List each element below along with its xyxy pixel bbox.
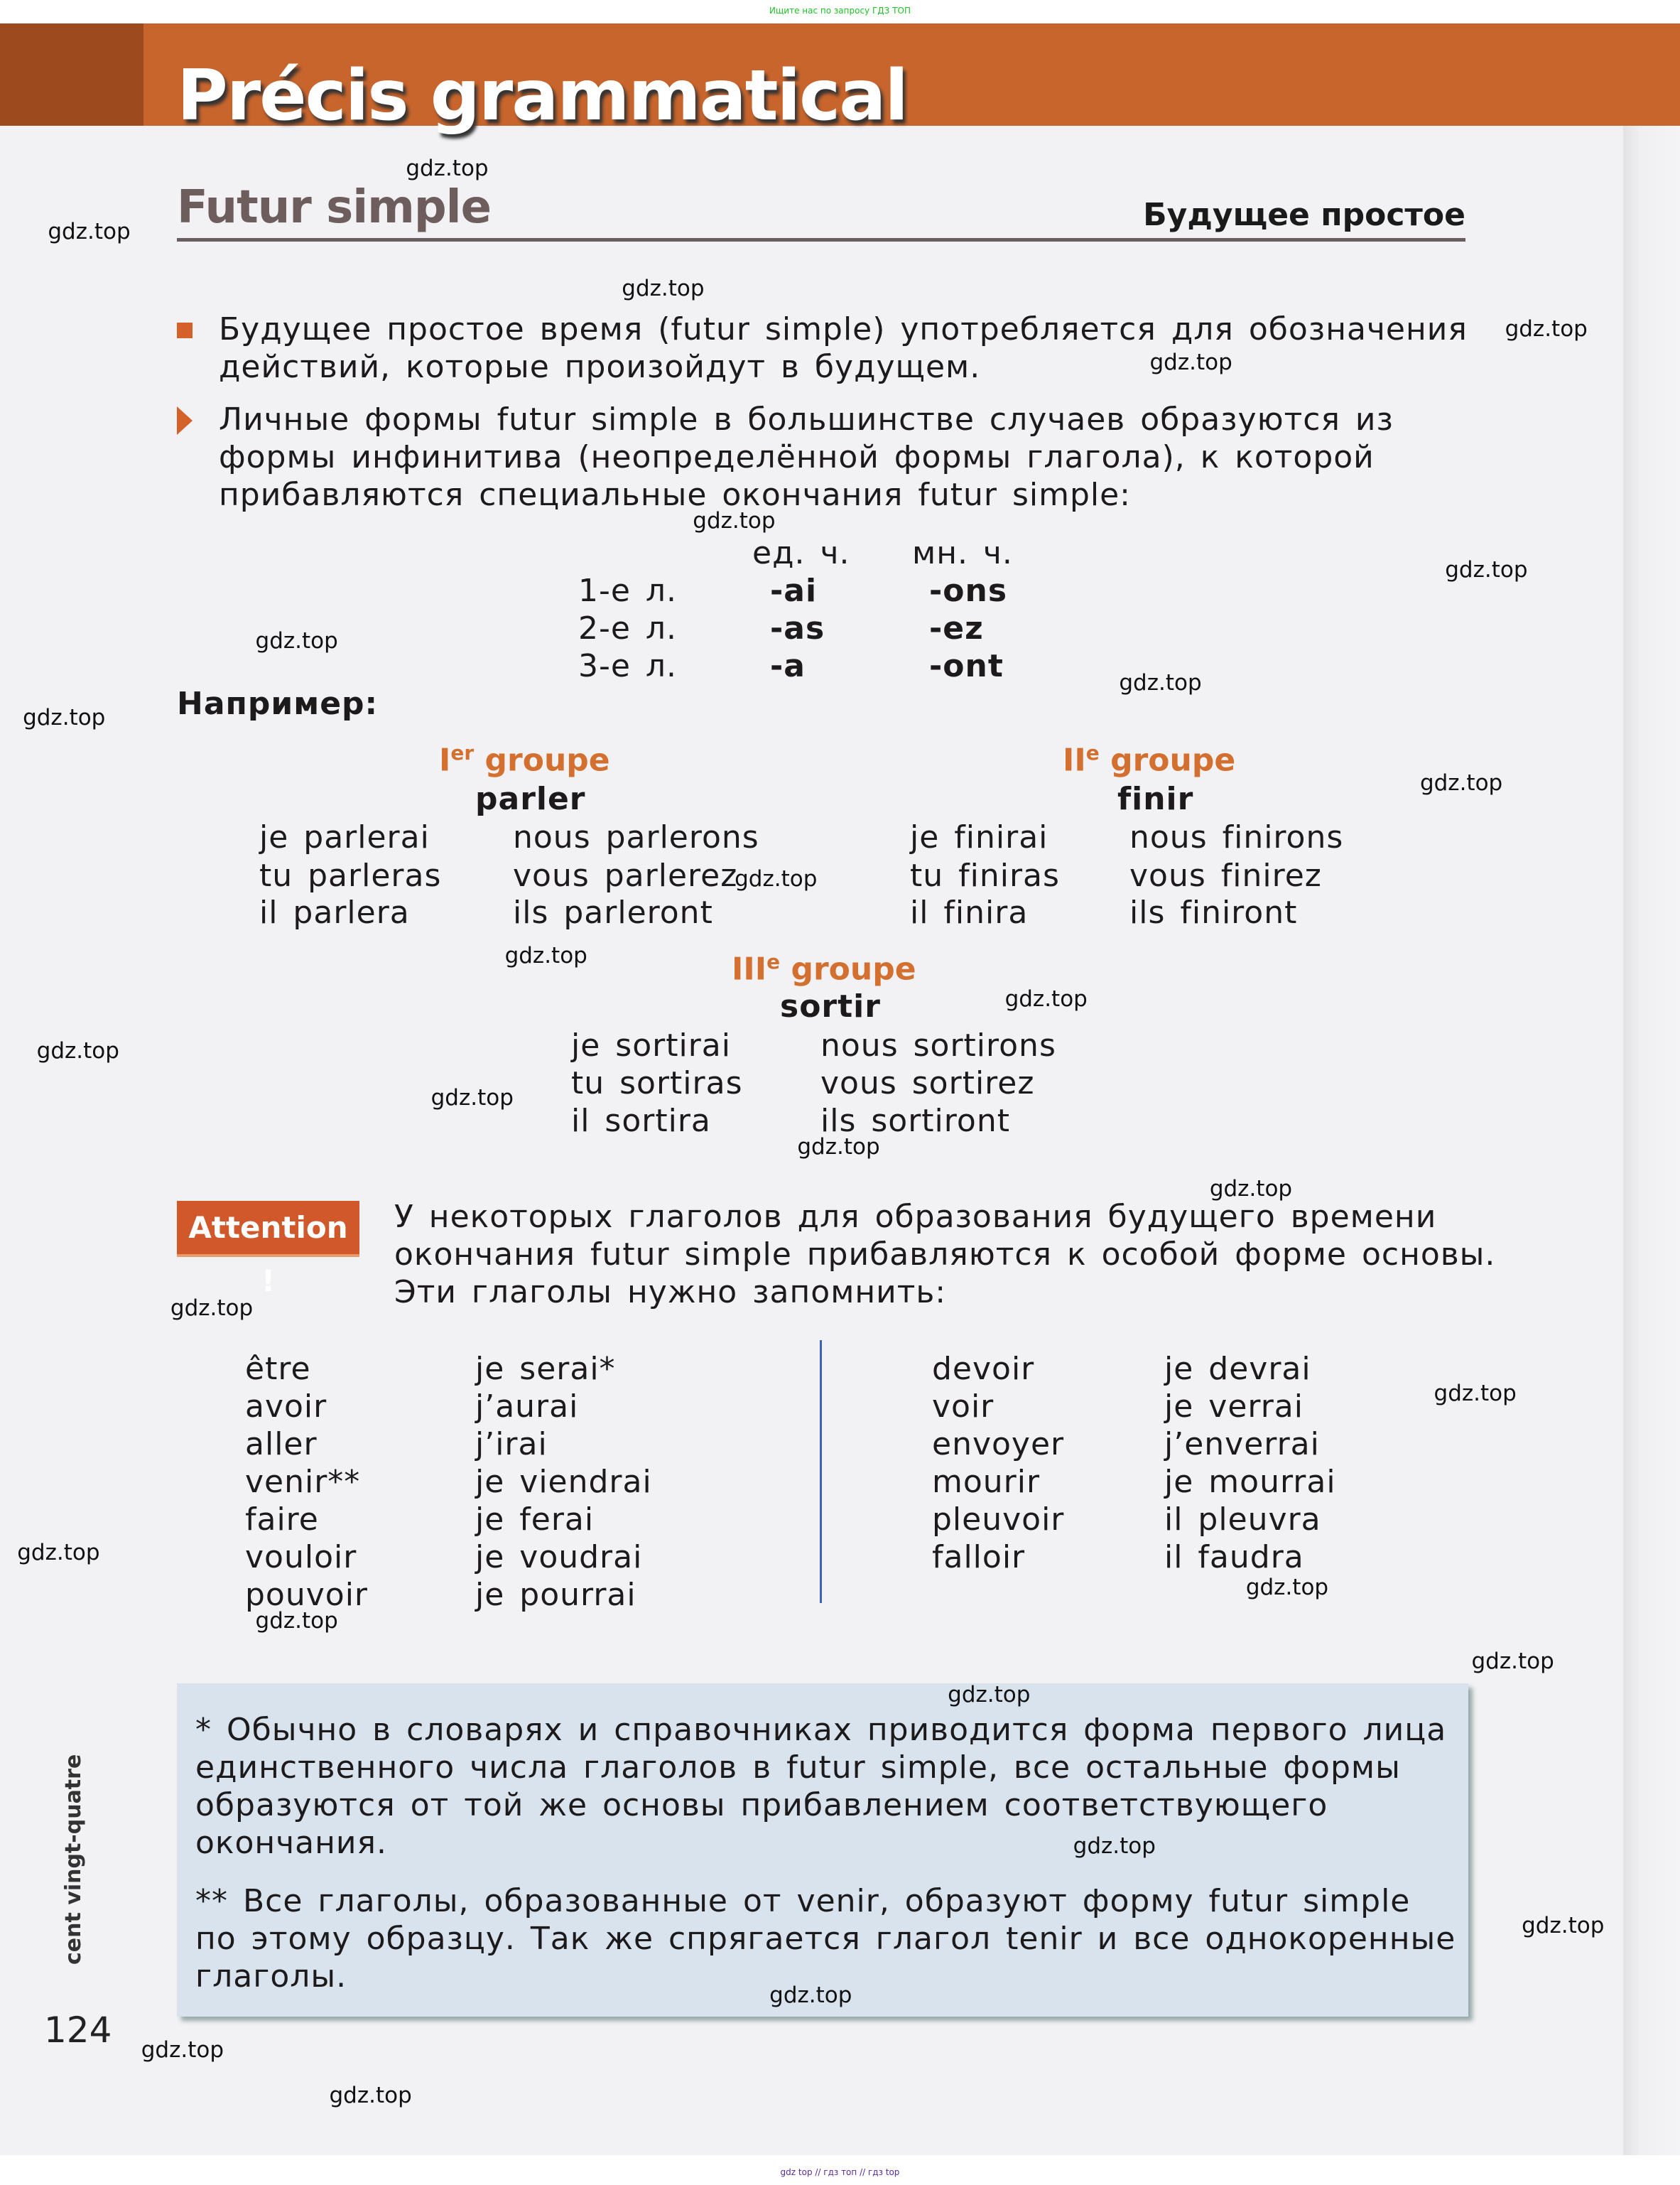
- top-banner-text: Ищите нас по запросу ГДЗ ТОП: [0, 0, 1680, 23]
- intro-line: прибавляются специальные окончания futur simple:: [219, 477, 1131, 513]
- group-2-heading: [1063, 741, 1235, 779]
- group-sup: e: [1085, 741, 1100, 765]
- watermark-text: gdz.top: [255, 1607, 338, 1634]
- irregular-verb: je voudrai: [475, 1539, 643, 1575]
- watermark-text: gdz.top: [23, 704, 106, 730]
- watermark-text: gdz.top: [406, 156, 489, 182]
- group-1-verb: parler: [475, 781, 586, 817]
- watermark-text: gdz.top: [735, 866, 818, 892]
- irregular-verb: je verrai: [1164, 1388, 1304, 1425]
- section-title-ru: Будущее простое: [1143, 197, 1465, 233]
- irregular-verb: envoyer: [932, 1426, 1065, 1462]
- watermark-text: gdz.top: [948, 1681, 1031, 1707]
- column-divider: [820, 1340, 822, 1603]
- endings-person: 2-е л.: [578, 610, 678, 647]
- irregular-verb: j’enverrai: [1164, 1426, 1320, 1462]
- note-line: ** Все глаголы, образованные от venir, образуют форму futur simple: [195, 1883, 1411, 1919]
- group-3-verb: sortir: [780, 988, 881, 1025]
- endings-person: 1-е л.: [578, 573, 678, 609]
- irregular-verb: pouvoir: [245, 1577, 369, 1613]
- attention-badge: Attention !: [177, 1201, 359, 1257]
- watermark-text: gdz.top: [1073, 1833, 1156, 1860]
- group-num: I: [439, 742, 451, 779]
- group-2-verb: finir: [1117, 781, 1194, 817]
- endings-pl: -ons: [929, 573, 1008, 609]
- watermark-text: gdz.top: [1434, 1381, 1517, 1406]
- conjugation: ils sortiront: [820, 1103, 1010, 1139]
- intro-line: Будущее простое время (futur simple) употребляется для обозначения: [219, 311, 1468, 347]
- irregular-verb: il faudra: [1164, 1539, 1304, 1575]
- conjugation: nous parlerons: [513, 819, 759, 856]
- intro-line: Личные формы futur simple в большинстве случаев образуются из: [219, 401, 1394, 438]
- conjugation: je parlerai: [259, 819, 430, 856]
- page-number-words: cent vingt-quatre: [61, 1754, 86, 1965]
- page-number: 124: [44, 2009, 112, 2051]
- watermark-text: gdz.top: [1505, 315, 1588, 342]
- conjugation: je sortirai: [571, 1027, 731, 1064]
- conjugation: vous finirez: [1129, 858, 1322, 894]
- watermark-text: gdz.top: [48, 218, 131, 244]
- note-line: окончания.: [195, 1825, 387, 1861]
- note-line: единственного числа глаголов в futur simple, все остальные формы: [195, 1749, 1401, 1786]
- conjugation: il finira: [910, 895, 1029, 931]
- section-title: Futur simple: [177, 181, 491, 234]
- conjugation: vous sortirez: [820, 1065, 1035, 1101]
- attention-line: У некоторых глаголов для образования будущего времени: [394, 1199, 1437, 1235]
- irregular-verb: j’aurai: [475, 1388, 579, 1425]
- group-num: III: [732, 951, 767, 988]
- watermark-text: gdz.top: [1522, 1913, 1605, 1939]
- intro-line: действий, которые произойдут в будущем.: [219, 349, 981, 385]
- watermark-text: gdz.top: [255, 628, 338, 654]
- group-num: II: [1063, 742, 1086, 779]
- section-divider: [177, 238, 1465, 242]
- note-line: * Обычно в словарях и справочниках приводится форма первого лица: [195, 1712, 1447, 1748]
- note-line: образуются от той же основы прибавлением соответствующего: [195, 1787, 1328, 1823]
- watermark-text: gdz.top: [769, 1982, 852, 2009]
- watermark-text: gdz.top: [504, 943, 587, 969]
- watermark-text: gdz.top: [1445, 557, 1528, 583]
- note-line: по этому образцу. Так же спрягается глагол tenir и все однокоренные: [195, 1921, 1456, 1957]
- header-banner-accent: [0, 23, 143, 126]
- irregular-verb: je devrai: [1164, 1351, 1311, 1387]
- irregular-verb: je mourrai: [1164, 1464, 1336, 1500]
- example-label: Например:: [177, 686, 379, 722]
- watermark-text: gdz.top: [622, 275, 705, 301]
- group-3-heading: [732, 950, 916, 988]
- watermark-text: gdz.top: [693, 508, 776, 534]
- irregular-verb: devoir: [932, 1351, 1035, 1387]
- watermark-text: gdz.top: [1471, 1648, 1554, 1674]
- endings-header-pl: мн. ч.: [912, 535, 1013, 571]
- note-line: глаголы.: [195, 1958, 347, 1995]
- attention-line: Эти глаголы нужно запомнить:: [394, 1274, 947, 1310]
- conjugation: tu parleras: [259, 858, 442, 894]
- conjugation: il sortira: [571, 1103, 711, 1139]
- watermark-text: gdz.top: [430, 1085, 514, 1111]
- irregular-verb: pleuvoir: [932, 1501, 1065, 1538]
- endings-pl: -ez: [929, 610, 984, 647]
- conjugation: vous parlerez: [513, 858, 738, 894]
- irregular-verb: il pleuvra: [1164, 1501, 1321, 1538]
- group-label: groupe: [484, 742, 610, 779]
- watermark-text: gdz.top: [1209, 1175, 1293, 1202]
- watermark-text: gdz.top: [797, 1133, 880, 1160]
- watermark-text: gdz.top: [1419, 770, 1503, 797]
- conjugation: ils parleront: [513, 895, 713, 931]
- page-edge: [1623, 23, 1680, 2155]
- irregular-verb: être: [245, 1351, 311, 1387]
- irregular-verb: falloir: [932, 1539, 1026, 1575]
- endings-header-sg: ед. ч.: [752, 535, 850, 571]
- conjugation: tu finiras: [910, 858, 1060, 894]
- square-bullet-icon: [177, 323, 193, 338]
- page-title: Précis grammatical: [177, 55, 907, 136]
- attention-line: окончания futur simple прибавляются к особой форме основы.: [394, 1236, 1496, 1273]
- irregular-verb: faire: [245, 1501, 319, 1538]
- endings-person: 3-е л.: [578, 648, 678, 684]
- watermark-text: gdz.top: [1004, 986, 1088, 1013]
- conjugation: nous sortirons: [820, 1027, 1056, 1064]
- conjugation: tu sortiras: [571, 1065, 743, 1101]
- irregular-verb: je ferai: [475, 1501, 595, 1538]
- irregular-verb: voir: [932, 1388, 995, 1425]
- irregular-verb: j’irai: [475, 1426, 548, 1462]
- watermark-text: gdz.top: [329, 2083, 412, 2109]
- conjugation: il parlera: [259, 895, 410, 931]
- triangle-bullet-icon: [177, 406, 193, 435]
- conjugation: ils finiront: [1129, 895, 1298, 931]
- endings-sg: -ai: [770, 573, 818, 609]
- endings-sg: -as: [770, 610, 825, 647]
- watermark-text: gdz.top: [170, 1295, 254, 1322]
- irregular-verb: venir**: [245, 1464, 361, 1500]
- irregular-verb: mourir: [932, 1464, 1041, 1500]
- endings-sg: -a: [770, 648, 806, 684]
- group-label: groupe: [791, 951, 916, 988]
- watermark-text: gdz.top: [1149, 349, 1232, 375]
- endings-pl: -ont: [929, 648, 1004, 684]
- watermark-text: gdz.top: [1119, 669, 1202, 696]
- irregular-verb: je pourrai: [475, 1577, 636, 1613]
- group-sup: e: [766, 950, 781, 973]
- watermark-text: gdz.top: [141, 2036, 224, 2063]
- irregular-verb: je serai*: [475, 1351, 616, 1387]
- irregular-verb: avoir: [245, 1388, 327, 1425]
- watermark-text: gdz.top: [1245, 1574, 1329, 1600]
- irregular-verb: aller: [245, 1426, 318, 1462]
- irregular-verb: je viendrai: [475, 1464, 652, 1500]
- watermark-text: gdz.top: [17, 1539, 100, 1565]
- intro-line: формы инфинитива (неопределённой формы глагола), к которой: [219, 439, 1375, 475]
- watermark-text: gdz.top: [36, 1037, 119, 1064]
- conjugation: nous finirons: [1129, 819, 1344, 856]
- irregular-verb: vouloir: [245, 1539, 357, 1575]
- footer-text: gdz top // гдз топ // гдз top: [0, 2160, 1680, 2185]
- conjugation: je finirai: [910, 819, 1048, 856]
- group-label: groupe: [1110, 742, 1236, 779]
- group-sup: er: [450, 741, 475, 765]
- group-1-heading: [439, 741, 610, 779]
